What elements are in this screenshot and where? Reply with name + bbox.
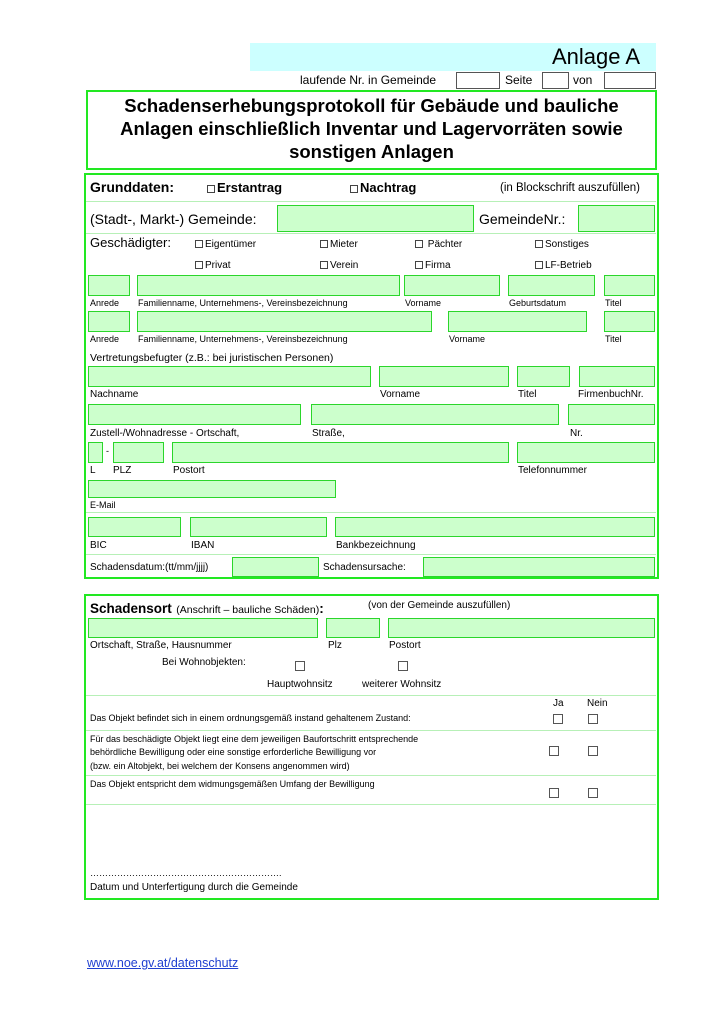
eigentuemer-checkbox[interactable]	[195, 240, 203, 248]
ja-label: Ja	[553, 698, 564, 709]
erstantrag-checkbox[interactable]	[207, 185, 215, 193]
strasse-label: Straße,	[312, 428, 345, 439]
schadensort-title: Schadensort	[90, 601, 172, 616]
weiterer-wohnsitz-label: weiterer Wohnsitz	[362, 679, 442, 690]
q1-nein-checkbox[interactable]	[588, 714, 598, 724]
vorname-2-input[interactable]	[448, 311, 587, 332]
familienname-2-input[interactable]	[137, 311, 432, 332]
schadensdatum-input[interactable]	[232, 557, 319, 577]
datenschutz-link[interactable]: www.noe.gv.at/datenschutz	[87, 956, 239, 970]
signature-dots: ……………………………………………………….	[90, 868, 282, 878]
anlage-label: Anlage A	[552, 44, 641, 69]
q3-nein-checkbox[interactable]	[588, 788, 598, 798]
option-mieter[interactable]	[320, 239, 358, 250]
bic-label: BIC	[90, 540, 107, 551]
schadensort-ortschaft-label: Ortschaft, Straße, Hausnummer	[90, 640, 232, 651]
lf-betrieb-label: LF-Betrieb	[545, 260, 592, 271]
paechter-label: Pächter	[427, 239, 463, 250]
plz-label: PLZ	[113, 465, 132, 476]
schadensort-heading	[90, 600, 324, 618]
geschaedigter-label: Geschädigter:	[90, 235, 171, 250]
hauptwohnsitz-label: Hauptwohnsitz	[267, 679, 333, 690]
option-firma[interactable]	[415, 260, 451, 271]
von-input[interactable]	[604, 72, 656, 89]
familienname-2-label: Familienname, Unternehmens-, Vereinsbezeichnung	[138, 334, 348, 344]
seite-label: Seite	[505, 73, 533, 87]
laufende-nr-label: laufende Nr. in Gemeinde	[300, 73, 437, 87]
von-label: von	[573, 73, 593, 87]
geburtsdatum-input[interactable]	[508, 275, 595, 296]
firmenbuchnr-input[interactable]	[579, 366, 655, 387]
privat-checkbox[interactable]	[195, 261, 203, 269]
ortschaft-input[interactable]	[88, 404, 301, 425]
eigentuemer-label: Eigentümer	[205, 239, 257, 250]
q2-nein-checkbox[interactable]	[588, 746, 598, 756]
mieter-checkbox[interactable]	[320, 240, 328, 248]
vorname-3-label: Vorname	[380, 389, 421, 400]
signature-label: Datum und Unterfertigung durch die Gemeinde	[90, 882, 298, 893]
q3-ja-checkbox[interactable]	[549, 788, 559, 798]
schadensursache-input[interactable]	[423, 557, 655, 577]
sonstiges-label: Sonstiges	[545, 239, 589, 250]
option-privat[interactable]	[195, 260, 231, 271]
titel-2-input[interactable]	[604, 311, 655, 332]
land-dash: -	[106, 446, 109, 456]
gemeindenr-input[interactable]	[578, 205, 655, 232]
anrede-2-label: Anrede	[90, 334, 120, 344]
anrede-2-input[interactable]	[88, 311, 130, 332]
nachname-input[interactable]	[88, 366, 371, 387]
schadensort-postort-input[interactable]	[388, 618, 655, 638]
schadensdatum-label: Schadensdatum:(tt/mm/jjjj)	[90, 562, 209, 573]
q2-ja-checkbox[interactable]	[549, 746, 559, 756]
iban-input[interactable]	[190, 517, 327, 537]
gemeinde-input[interactable]	[277, 205, 474, 232]
sonstiges-checkbox[interactable]	[535, 240, 543, 248]
option-sonstiges[interactable]	[535, 239, 589, 250]
page-title: Schadenserhebungsprotokoll für Gebäude und bauliche Anlagen einschließlich Inventar und Lagervorräten sowie sonstigen Anlagen	[120, 95, 623, 162]
titel-1-label: Titel	[605, 298, 622, 308]
gemeinde-label: (Stadt-, Markt-) Gemeinde:	[90, 211, 257, 227]
nachtrag-label: Nachtrag	[360, 180, 417, 195]
mieter-label: Mieter	[330, 239, 358, 250]
question-1: Das Objekt befindet sich in einem ordnungsgemäß instand gehaltenem Zustand:	[90, 713, 411, 723]
grunddaten-heading: Grunddaten:	[90, 179, 174, 195]
gemeinde-auszufuellen-note: (von der Gemeinde auszufüllen)	[368, 600, 511, 611]
weiterer-wohnsitz-checkbox[interactable]	[398, 661, 408, 671]
titel-3-label: Titel	[518, 389, 537, 400]
firma-checkbox[interactable]	[415, 261, 423, 269]
geburtsdatum-label: Geburtsdatum	[509, 298, 567, 308]
verein-label: Verein	[330, 260, 359, 271]
gemeindenr-label: GemeindeNr.:	[479, 211, 566, 227]
vorname-2-label: Vorname	[449, 334, 486, 344]
telefon-label: Telefonnummer	[518, 465, 587, 476]
schadensort-ortschaft-input[interactable]	[88, 618, 318, 638]
erstantrag-option[interactable]	[207, 180, 282, 195]
zustell-label: Zustell-/Wohnadresse - Ortschaft,	[90, 428, 240, 439]
bic-input[interactable]	[88, 517, 181, 537]
postort-input[interactable]	[172, 442, 509, 463]
schadensursache-label: Schadensursache:	[323, 562, 406, 573]
email-label: E-Mail	[90, 500, 116, 510]
hauptwohnsitz-checkbox[interactable]	[295, 661, 305, 671]
nachtrag-checkbox[interactable]	[350, 185, 358, 193]
titel-1-input[interactable]	[604, 275, 655, 296]
familienname-1-input[interactable]	[137, 275, 400, 296]
verein-checkbox[interactable]	[320, 261, 328, 269]
question-2-line-3: (bzw. ein Altobjekt, bei welchem der Konsens angenommen wird)	[90, 761, 350, 771]
wohnobjekte-label: Bei Wohnobjekten:	[162, 657, 246, 668]
question-3: Das Objekt entspricht dem widmungsgemäßen Umfang der Bewilligung	[90, 779, 375, 789]
postort-label: Postort	[173, 465, 205, 476]
vertretung-label: Vertretungsbefugter (z.B.: bei juristischen Personen)	[90, 352, 334, 364]
firma-label: Firma	[425, 260, 451, 271]
anrede-1-label: Anrede	[90, 298, 120, 308]
schadensort-plz-label: Plz	[328, 640, 342, 651]
nr-input[interactable]	[568, 404, 655, 425]
bank-input[interactable]	[335, 517, 655, 537]
nein-label: Nein	[587, 698, 608, 709]
strasse-input[interactable]	[311, 404, 559, 425]
vorname-1-input[interactable]	[404, 275, 500, 296]
paechter-checkbox[interactable]	[415, 240, 423, 248]
vorname-1-label: Vorname	[405, 298, 442, 308]
option-lf-betrieb[interactable]	[535, 260, 592, 271]
seite-input[interactable]	[542, 72, 569, 89]
titel-3-input[interactable]	[517, 366, 570, 387]
telefon-input[interactable]	[517, 442, 655, 463]
schadensort-subtitle: (Anschrift – bauliche Schäden)	[176, 604, 320, 616]
question-2-line-2: behördliche Bewilligung oder eine sonstige erforderliche Bewilligung vor	[90, 747, 377, 757]
anrede-1-input[interactable]	[88, 275, 130, 296]
option-verein[interactable]	[320, 260, 358, 271]
schadensort-postort-label: Postort	[389, 640, 421, 651]
privat-label: Privat	[205, 260, 231, 271]
option-paechter[interactable]	[415, 239, 462, 250]
land-label: L	[90, 465, 96, 476]
schadensort-colon: :	[319, 601, 324, 616]
land-input[interactable]	[88, 442, 103, 463]
familienname-1-label: Familienname, Unternehmens-, Vereinsbezeichnung	[138, 298, 348, 308]
email-input[interactable]	[88, 480, 336, 498]
nachname-label: Nachname	[90, 389, 139, 400]
titel-2-label: Titel	[605, 334, 622, 344]
nr-label: Nr.	[570, 428, 583, 439]
blockschrift-note: (in Blockschrift auszufüllen)	[500, 182, 640, 194]
nachtrag-option[interactable]	[350, 180, 416, 195]
erstantrag-label: Erstantrag	[217, 180, 283, 195]
laufende-nr-input[interactable]	[456, 72, 500, 89]
bank-label: Bankbezeichnung	[336, 540, 416, 551]
firmenbuchnr-label: FirmenbuchNr.	[578, 389, 644, 400]
question-2-line-1: Für das beschädigte Objekt liegt eine dem jeweiligen Baufortschritt entsprechende	[90, 734, 419, 744]
q1-ja-checkbox[interactable]	[553, 714, 563, 724]
option-eigentuemer[interactable]	[195, 239, 256, 250]
lf-betrieb-checkbox[interactable]	[535, 261, 543, 269]
schadensort-plz-input[interactable]	[326, 618, 380, 638]
vorname-3-input[interactable]	[379, 366, 509, 387]
iban-label: IBAN	[191, 540, 215, 551]
plz-input[interactable]	[113, 442, 164, 463]
